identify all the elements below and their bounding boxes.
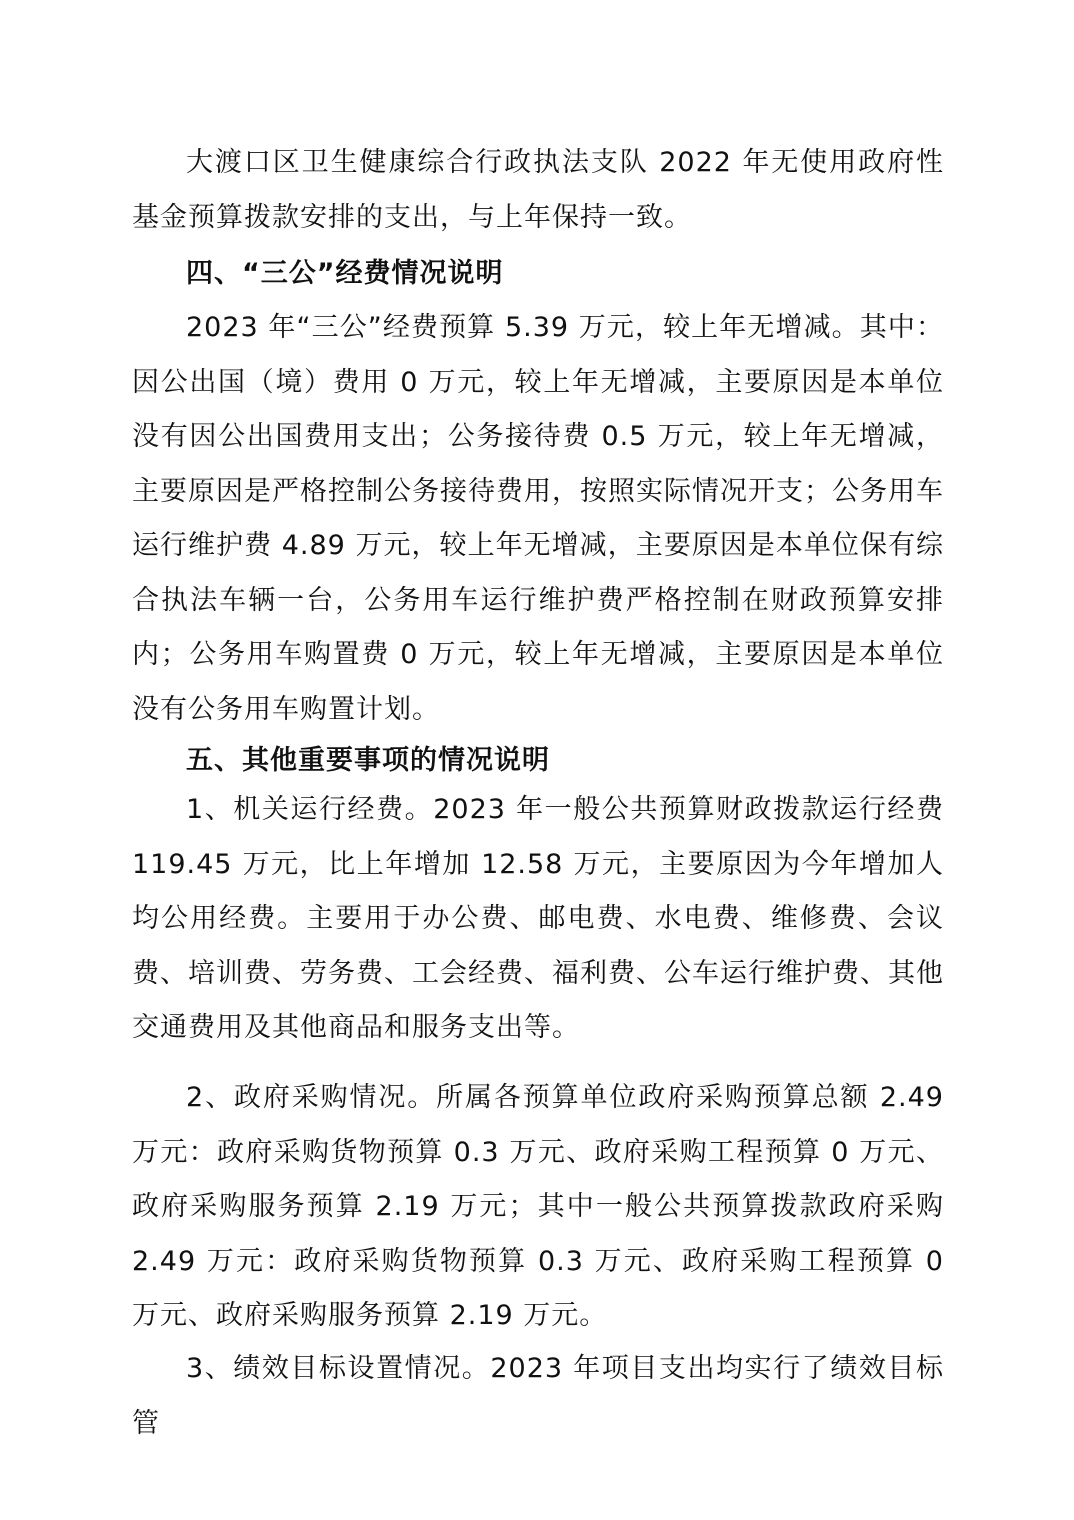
- paragraph-government-fund: 大渡口区卫生健康综合行政执法支队 2022 年无使用政府性基金预算拨款安排的支出，与上年保持一致。: [132, 147, 944, 233]
- paragraph-performance-targets: 3、绩效目标设置情况。2023 年项目支出均实行了绩效目标管: [132, 1353, 944, 1439]
- heading-other-important-matters: 五、其他重要事项的情况说明: [186, 745, 550, 776]
- paragraph-operating-expenses: 1、机关运行经费。2023 年一般公共预算财政拨款运行经费 119.45 万元，比上年增加 12.58 万元，主要原因为今年增加人均公用经费。主要用于办公费、邮电费、水电费、维修费、会议费、培训费、劳务费、工会经费、福利费、公车运行维护费、其他交通费用及其他商品和服务支出等。: [132, 794, 944, 1043]
- heading-three-public-expenses: 四、“三公”经费情况说明: [186, 258, 504, 289]
- paragraph-government-procurement: 2、政府采购情况。所属各预算单位政府采购预算总额 2.49 万元：政府采购货物预算 0.3 万元、政府采购工程预算 0 万元、政府采购服务预算 2.19 万元；其中一般公共预算拨款政府采购 2.49 万元：政府采购货物预算 0.3 万元、政府采购工程预算 0 万元、政府采购服务预算 2.19 万元。: [132, 1082, 944, 1331]
- paragraph-three-public-expenses: 2023 年“三公”经费预算 5.39 万元，较上年无增减。其中：因公出国（境）费用 0 万元，较上年无增减，主要原因是本单位没有因公出国费用支出；公务接待费 0.5 万元，较上年无增减，主要原因是严格控制公务接待费用，按照实际情况开支；公务用车运行维护费 4.89 万元，较上年无增减，主要原因是本单位保有综合执法车辆一台，公务用车运行维护费严格控制在财政预算安排内；公务用车购置费 0 万元，较上年无增减，主要原因是本单位没有公务用车购置计划。: [132, 312, 944, 725]
